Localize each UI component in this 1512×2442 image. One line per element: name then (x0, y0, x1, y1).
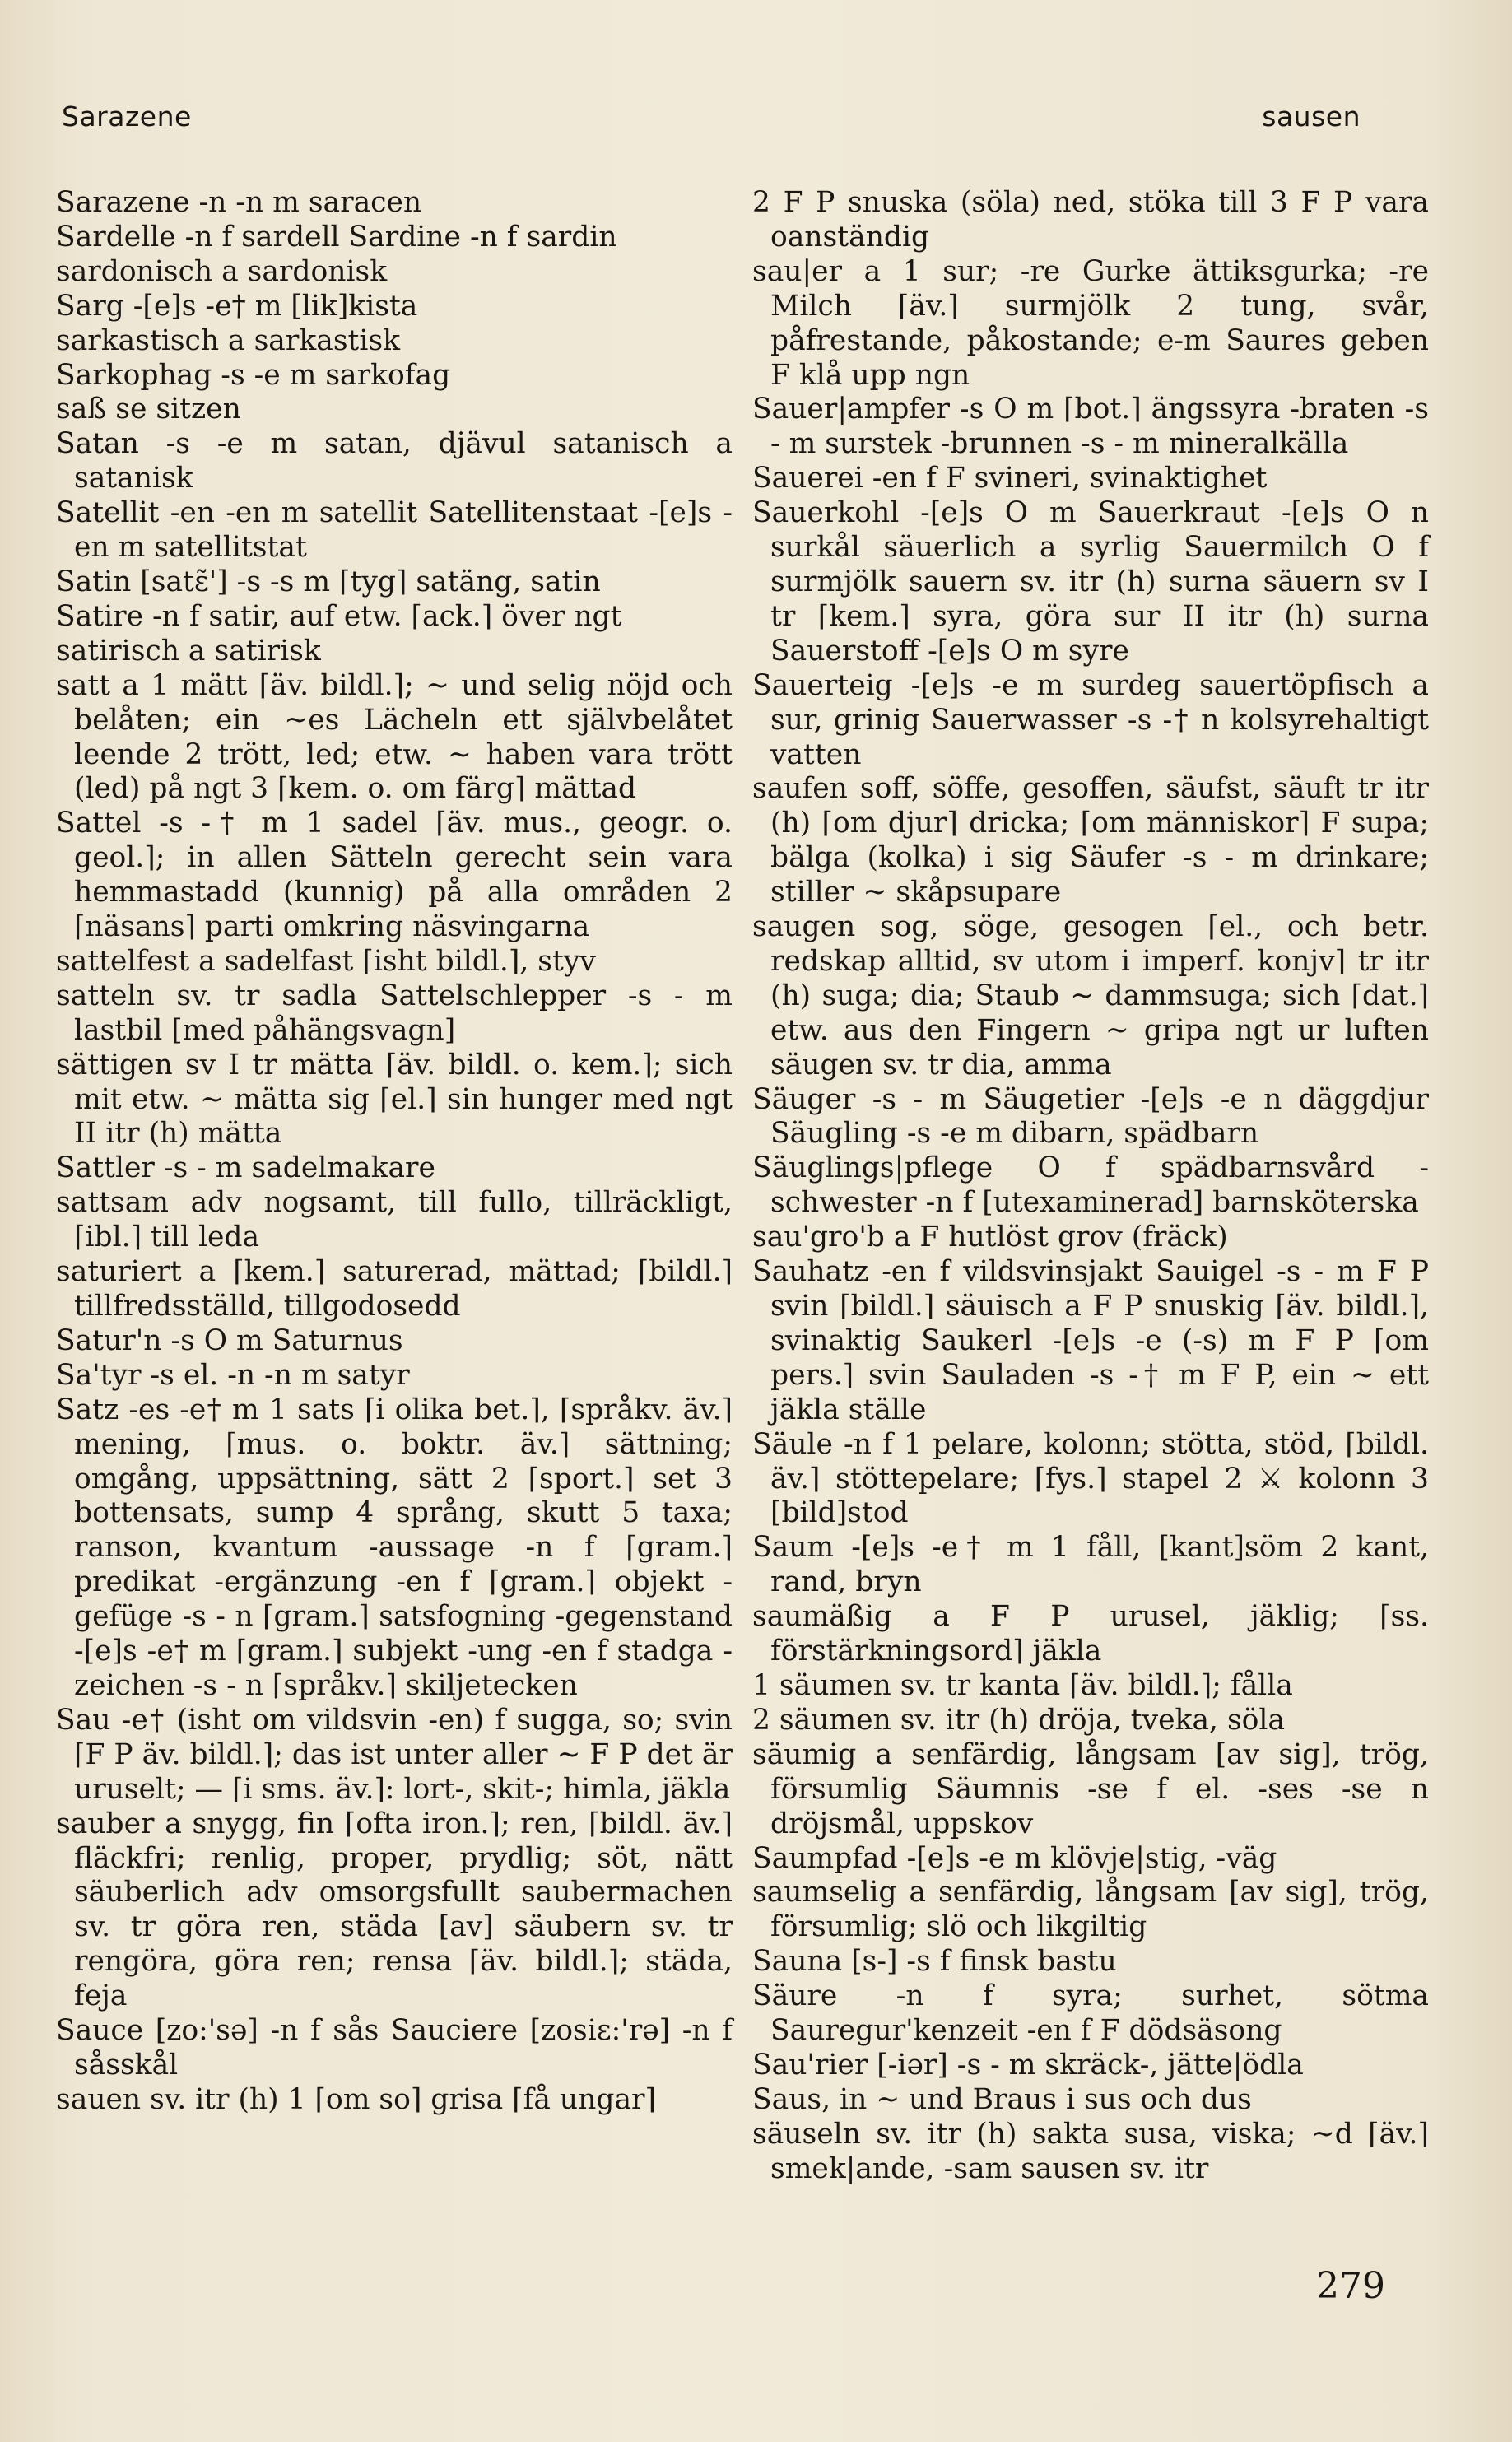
dictionary-entry: Satellit -en -en m satellit Satellitenstaat -[e]s -en m satellitstat (56, 496, 733, 565)
dictionary-entry: Sarg -[e]s -e† m [lik]kista (56, 289, 418, 323)
dictionary-entry: Säure -n f syra; surhet, sötma Sauregur'kenzeit -en f F dödsäsong (752, 1979, 1429, 2048)
dictionary-entry: saufen soff, söffe, gesoffen, säufst, säuft tr itr (h) ⌈om djur⌉ dricka; ⌈om människor⌉ F supa; bälga (kolka) i sig Säufer -s - m drinkare; stiller ~ skåpsupare (752, 772, 1429, 909)
dictionary-entry: Sarkophag -s -e m sarkofag (56, 358, 451, 392)
dictionary-entry: satt a 1 mätt ⌈äv. bildl.⌉; ~ und selig nöjd och belåten; ein ~es Lächeln ett självbelåtet leende 2 trött, led; etw. ~ haben vara trött (led) på ngt 3 ⌈kem. o. om färg⌉ mättad (56, 668, 733, 806)
dictionary-entry: sattsam adv nogsamt, till fullo, tillräckligt, ⌈ibl.⌉ till leda (56, 1186, 733, 1254)
dictionary-entry: säuseln sv. itr (h) sakta susa, viska; ~d ⌈äv.⌉ smek|ande, -sam sausen sv. itr (752, 2117, 1429, 2185)
dictionary-entry: saumäßig a F P urusel, jäklig; ⌈ss. förstärkningsord⌉ jäkla (752, 1600, 1429, 1668)
dictionary-entry: Sauce [zo:'sə] -n f sås Sauciere [zosiɛ:'rə] -n f såsskål (56, 2014, 733, 2082)
right-column (752, 186, 1429, 2187)
dictionary-entry: Satz -es -e† m 1 sats ⌈i olika bet.⌉, ⌈språkv. äv.⌉ mening, ⌈mus. o. boktr. äv.⌉ sättning; omgång, uppsättning, sätt 2 ⌈sport.⌉ set 3 bottensats, sump 4 språng, skutt 5 taxa; ranson, kvantum -aussage -n f ⌈gram.⌉ predikat -ergänzung -en f ⌈gram.⌉ objekt -gefüge -s - n ⌈gram.⌉ satsfogning -gegenstand -[e]s -e† m ⌈gram.⌉ subjekt -ung -en f stadga -zeichen -s - n ⌈språkv.⌉ skiljetecken (56, 1393, 733, 1702)
dictionary-entry: saugen sog, söge, gesogen ⌈el., och betr. redskap alltid, sv utom i imperf. konjv⌉ tr itr (h) suga; dia; Staub ~ dammsuga; sich ⌈dat.⌉ etw. aus den Fingern ~ gripa ngt ur luften säugen sv. tr dia, amma (752, 910, 1429, 1081)
dictionary-entry: sauber a snygg, fin ⌈ofta iron.⌉; ren, ⌈bildl. äv.⌉ fläckfri; renlig, proper, prydlig; söt, nätt säuberlich adv omsorgsfullt saubermachen sv. tr göra ren, städa [av] säubern sv. tr rengöra, göra ren; rensa ⌈äv. bildl.⌉; städa, feja (56, 1807, 733, 2013)
dictionary-entry: Sauerkohl -[e]s O m Sauerkraut -[e]s O n surkål säuerlich a syrlig Sauermilch O f surmjölk sauern sv. itr (h) surna säuern sv I tr ⌈kem.⌉ syra, göra sur II itr (h) surna Sauerstoff -[e]s O m syre (752, 496, 1429, 667)
dictionary-entry: säumig a senfärdig, långsam [av sig], trög, försumlig Säumnis -se f el. -ses -se n dröjsmål, uppskov (752, 1737, 1429, 1840)
dictionary-entry: sattelfest a sadelfast ⌈isht bildl.⌉, styv (56, 944, 596, 978)
dictionary-entry: Säule -n f 1 pelare, kolonn; stötta, stöd, ⌈bildl. äv.⌉ stöttepelare; ⌈fys.⌉ stapel 2 ⚔ kolonn 3 [bild]stod (752, 1427, 1429, 1530)
dictionary-entry: sarkastisch a sarkastisk (56, 323, 401, 357)
dictionary-entry: sättigen sv I tr mätta ⌈äv. bildl. o. kem.⌉; sich mit etw. ~ mätta sig ⌈el.⌉ sin hunger med ngt II itr (h) mätta (56, 1048, 733, 1151)
dictionary-entry: Saum -[e]s -e† m 1 fåll, [kant]söm 2 kant, rand, bryn (752, 1531, 1429, 1599)
dictionary-entry: saumselig a senfärdig, långsam [av sig], trög, försumlig; slö och likgiltig (752, 1876, 1429, 1944)
dictionary-entry: sau'gro'b a F hutlöst grov (fräck) (752, 1221, 1228, 1254)
dictionary-entry: Sauhatz -en f vildsvinsjakt Sauigel -s - m F P svin ⌈bildl.⌉ säuisch a F P snuskig ⌈äv. bildl.⌉, svinaktig Saukerl -[e]s -e (-s) m F P ⌈om pers.⌉ svin Sauladen -s -† m F P, ein ~ ett jäkla ställe (752, 1255, 1429, 1426)
dictionary-entry: satirisch a satirisk (56, 634, 321, 667)
dictionary-entry: saß se sitzen (56, 393, 241, 426)
left-column (56, 186, 733, 2118)
dictionary-entry: sauen sv. itr (h) 1 ⌈om so⌉ grisa ⌈få ungar⌉ (56, 2082, 656, 2116)
running-head-right: sausen (1262, 100, 1361, 133)
dictionary-entry: Sattel -s -† m 1 sadel ⌈äv. mus., geogr. o. geol.⌉; in allen Sätteln gerecht sein vara hemmastadd (kunnig) på alla områden 2 ⌈näsans⌉ parti omkring näsvingarna (56, 807, 733, 944)
dictionary-entry: Satire -n f satir, auf etw. ⌈ack.⌉ över ngt (56, 599, 622, 633)
dictionary-entry: sau|er a 1 sur; -re Gurke ättiksgurka; -re Milch ⌈äv.⌉ surmjölk 2 tung, svår, påfrestande, påkostande; e-m Saures geben F klå upp ngn (752, 254, 1429, 392)
dictionary-entry: Sau -e† (isht om vildsvin -en) f sugga, so; svin ⌈F P äv. bildl.⌉; das ist unter aller ~ F P det är uruselt; — ⌈i sms. äv.⌉: lort-, skit-; himla, jäkla (56, 1703, 733, 1806)
dictionary-entry: Sarazene -n -n m saracen (56, 186, 422, 219)
page-number: 279 (1316, 2265, 1385, 2307)
dictionary-entry: Sauer|ampfer -s O m ⌈bot.⌉ ängssyra -braten -s - m surstek -brunnen -s - m mineralkälla (752, 393, 1429, 461)
dictionary-entry: Sauna [s-] -s f finsk bastu (752, 1945, 1117, 1979)
dictionary-entry: Sauerei -en f F svineri, svinaktighet (752, 462, 1268, 495)
dictionary-entry: 2 säumen sv. itr (h) dröja, tveka, söla (752, 1703, 1286, 1737)
dictionary-entry: saturiert a ⌈kem.⌉ saturerad, mättad; ⌈bildl.⌉ tillfredsställd, tillgodosedd (56, 1255, 733, 1323)
dictionary-entry: 2 F P snuska (söla) ned, stöka till 3 F P vara oanständig (752, 186, 1429, 254)
dictionary-entry: Sardelle -n f sardell Sardine -n f sardin (56, 220, 617, 254)
dictionary-entry: Satin [satɛ̃'] -s -s m ⌈tyg⌉ satäng, satin (56, 565, 601, 598)
dictionary-entry: Sa'tyr -s el. -n -n m satyr (56, 1358, 410, 1392)
dictionary-entry: Satan -s -e m satan, djävul satanisch a satanisk (56, 427, 733, 495)
dictionary-entry: Saus, in ~ und Braus i sus och dus (752, 2082, 1252, 2116)
dictionary-entry: 1 säumen sv. tr kanta ⌈äv. bildl.⌉; fålla (752, 1668, 1293, 1702)
dictionary-entry: satteln sv. tr sadla Sattelschlepper -s - m lastbil [med påhängsvagn] (56, 979, 733, 1047)
running-head-left: Sarazene (62, 100, 192, 133)
dictionary-entry: Säuger -s - m Säugetier -[e]s -e n däggdjur Säugling -s -e m dibarn, spädbarn (752, 1082, 1429, 1151)
dictionary-entry: sardonisch a sardonisk (56, 254, 388, 288)
dictionary-entry: Sau'rier [-iər] -s - m skräck-, jätte|ödla (752, 2048, 1304, 2082)
dictionary-entry: Säuglings|pflege O f spädbarnsvård -schwester -n f [utexaminerad] barnsköterska (752, 1151, 1429, 1220)
dictionary-entry: Saumpfad -[e]s -e m klövje|stig, -väg (752, 1841, 1277, 1875)
dictionary-entry: Sauerteig -[e]s -e m surdeg sauertöpfisch a sur, grinig Sauerwasser -s -† n kolsyrehaltigt vatten (752, 668, 1429, 771)
dictionary-entry: Satur'n -s O m Saturnus (56, 1323, 403, 1357)
dictionary-entry: Sattler -s - m sadelmakare (56, 1151, 435, 1185)
